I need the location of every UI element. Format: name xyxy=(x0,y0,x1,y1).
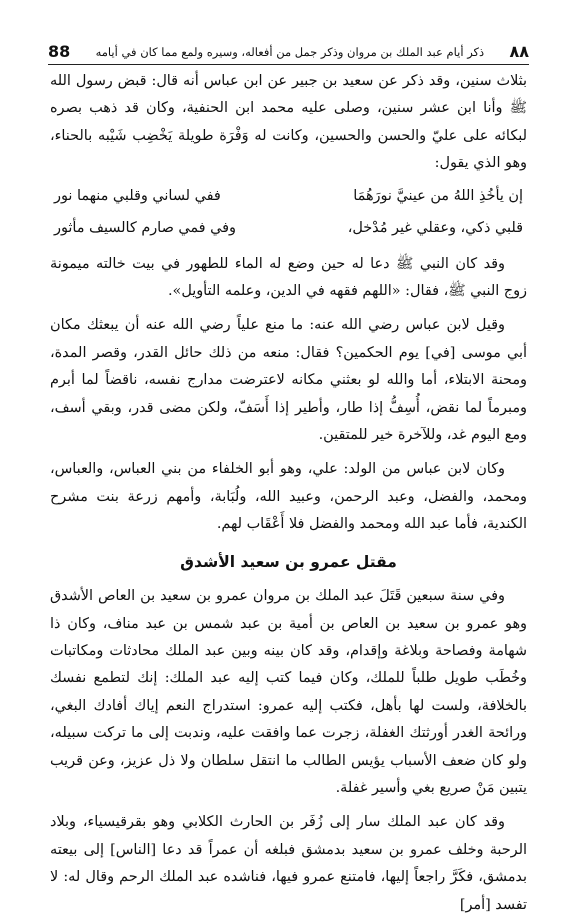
page-number-arabic: ٨٨ xyxy=(509,42,529,61)
page-number-latin: 88 xyxy=(48,42,71,61)
paragraph-3: وقيل لابن عباس رضي الله عنه: ما منع علياً رضي الله عنه أن يبعثك مكان أبي موسى [في] يوم الحكمين؟ فقال: منعه من ذلك حائل القدر، وقصر المدة، ومحنة الابتلاء، أما والله لو بعثني مكانه لاعترضت مدارج نفسه، ناقضاً لما أبرم ومبرماً لما نقض، أُسِفُّ إذا طار، وأطير إذا أَسَفّ، ولكن مضى قدر، وبقي أسف، ومع اليوم غد، وللآخرة خير للمتقين. xyxy=(50,317,527,444)
paragraph-5: وفي سنة سبعين قَتَلَ عبد الملك بن مروان عمرو بن سعيد بن العاص الأشدق وهو عمرو بن سعيد بن العاص بن أمية بن عبد شمس بن عبد مناف، وكان ذا شهامة وفصاحة وبلاغة وإقدام، وقد كان بينه وبين عبد الملك محادثات ومكاتبات وخُطَب طويل طلباً للملك، وكان فيما كتب إليه عبد الملك: إنك لتطمع نفسك بالخلافة، ولست لها بأهل، فكتب إليه عمرو: استدراج النعم إياك أفادك البغي، ورائحة الغدر أورثتك الغفلة، زجرت عما وافقت عليه، وندبت إلى ما تركت سبيله، ولو كان ضعف الأسباب يؤيس الطالب ما انتقل سلطان ولا ذل عزيز، وعن قريب يتبين مَنْ صريع بغي وأسير غفلة. xyxy=(50,588,527,796)
page-header xyxy=(48,38,529,65)
paragraph-1: بثلاث سنين، وقد ذكر عن سعيد بن جبير عن ابن عباس أنه قال: قبض رسول الله ﷺ وأنا ابن عشر سنين، وصلى عليه محمد ابن الحنفية، وكان قد ذهب بصره لبكائه على عليّ والحسن والحسين، وكانت له وَفْرَة طويلة يَخْضِب شَيْبه بالحناء، وهو الذي يقول: xyxy=(50,73,527,172)
poem-line-2 xyxy=(50,213,527,245)
paragraph-2: وقد كان النبي ﷺ دعا له حين وضع له الماء للطهور في بيت خالته ميمونة زوج النبي ﷺ، فقال: «اللهم فقهه في الدين، وعلمه التأويل». xyxy=(50,255,527,300)
running-title: ذكر أيام عبد الملك بن مروان وذكر جمل من أفعاله، وسيره ولمع مما كان في أيامه xyxy=(95,45,485,59)
paragraph-4: وكان لابن عباس من الولد: علي، وهو أبو الخلفاء من بني العباس، والعباس، ومحمد، والفضل، وعبد الرحمن، وعبيد الله، ولُبَابة، وأمهم زرعة بنت مشرح الكندية، فأما عبد الله ومحمد والفضل فلا أَعْقَاب لهم. xyxy=(50,461,527,533)
poem-line-1-first-hemistich: إن يأخُذِ اللهُ من عينيَّ نورَهُمَا xyxy=(353,187,523,204)
paragraph-6: وقد كان عبد الملك سار إلى زُفَر بن الحارث الكلابي وهو بقرقيسياء، وبلاد الرحبة وخلف عمرو بن سعيد بدمشق فبلغه أن عمراً قد دعا [الناس] إلى بيعته بدمشق، فكَرَّ راجعاً إليها، فامتنع عمرو فيها، فناشده عبد الملك الرحم وقال له: لا تفسد [أمر] xyxy=(50,814,527,913)
poem-line-1-second-hemistich: ففي لساني وقلبي منهما نور xyxy=(54,187,221,204)
poem-line-1 xyxy=(50,181,527,213)
poem-line-2-second-hemistich: وفي فمي صارم كالسيف مأثور xyxy=(54,219,236,236)
section-title: مقتل عمرو بن سعيد الأشدق xyxy=(180,552,397,571)
page-body xyxy=(50,68,527,913)
poem xyxy=(50,181,527,245)
poem-line-2-first-hemistich: قلبي ذكي، وعقلي غير مُدْخل، xyxy=(347,219,523,236)
